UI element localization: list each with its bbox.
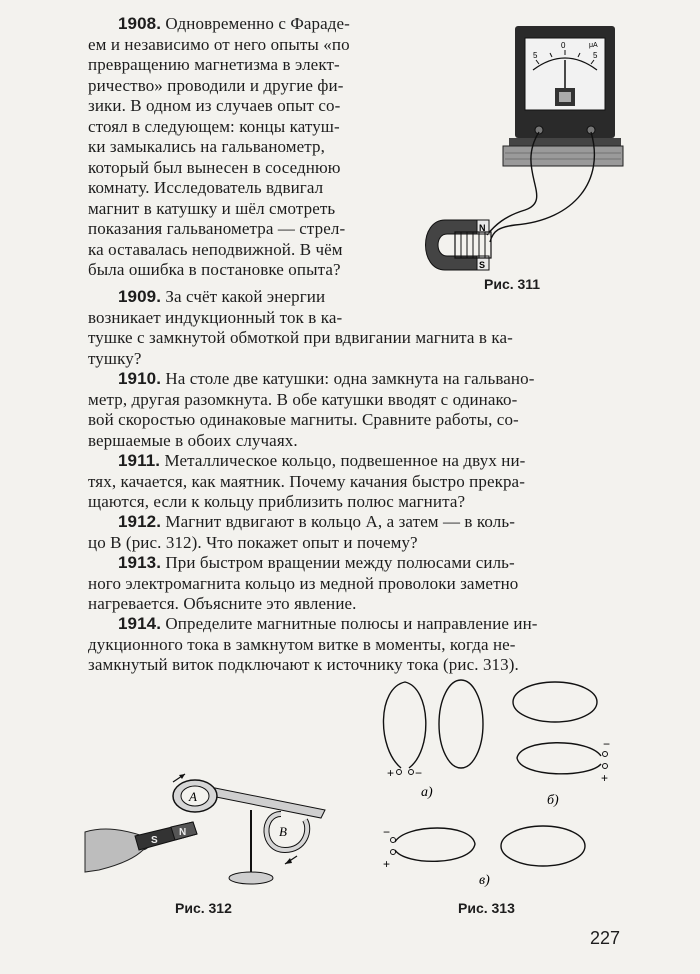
figure-313-caption: Рис. 313 — [458, 900, 515, 916]
problem-1909: 1909. За счёт какой энергии возникает индукционный ток в ка- тушке с замкнутой обмоткой при вдвигании магнита в ка- тушку? — [88, 287, 513, 368]
bar-magnet-pole-s: S — [151, 835, 158, 846]
coil-a-minus: − — [415, 766, 423, 780]
coil-c-minus: − — [383, 825, 391, 839]
arrow-b — [285, 858, 292, 864]
problem-1908-line-4: ричество» проводили и другие фи- — [88, 75, 344, 95]
problem-1910: 1910. На столе две катушки: одна замкнута на гальвано- метр, другая разомкнута. В обе катушки вводят с одинако- вой скоростью одинаковые магниты. Сравните работы, со- вершаемые в обоих случаях. — [88, 369, 535, 450]
problem-1908-line-8: который был вынесен в соседнюю — [88, 157, 341, 177]
ring-b-label: B — [279, 824, 287, 839]
coil-c-open — [395, 828, 475, 861]
problem-1914: 1914. Определите магнитные полюсы и направление ин- дукционного тока в замкнутом витке в моменты, когда не- замкнутый виток подключают к источнику тока (рис. 313). — [88, 614, 538, 674]
figure-312 — [85, 770, 345, 900]
scale-label-left: 5 — [533, 51, 538, 60]
problem-number: 1911. — [118, 451, 161, 470]
galvanometer-base — [509, 138, 621, 146]
problem-1908-line-1: 1908. Одновременно с Фараде- — [118, 14, 350, 33]
wooden-stand — [503, 146, 623, 166]
problem-1908-line-10: магнит в катушку и шёл смотреть — [88, 198, 336, 218]
problem-1908-line-7: ки замыкались на гальванометр, — [88, 137, 325, 156]
scale-label-zero: 0 — [561, 41, 566, 50]
problem-1908-line-6: стоял в следующем: концы катуш- — [88, 116, 340, 136]
problem-number: 1914. — [118, 614, 162, 633]
coil-b-plus: + — [601, 771, 609, 785]
problem-1908-line-13: была ошибка в постановке опыта? — [88, 260, 341, 279]
arrow-a — [179, 774, 185, 779]
figure-311 — [415, 20, 615, 290]
problem-1908-line-12: ка оставалась неподвижной. В чём — [88, 239, 343, 259]
problem-number: 1908. — [118, 14, 162, 33]
stand-base — [229, 872, 273, 884]
label-a: а) — [421, 785, 433, 800]
ring-a-label: A — [189, 789, 197, 804]
problem-1908-line-9: комнату. Исследователь вдвигал — [88, 178, 324, 197]
problem-number: 1912. — [118, 512, 162, 531]
label-c: в) — [479, 873, 490, 888]
magnet-pole-n: N — [479, 223, 486, 233]
problem-1912: 1912. Магнит вдвигают в кольцо A, а затем — в коль- цо B (рис. 312). Что покажет опыт и почему? — [88, 512, 515, 552]
problem-1911: 1911. Металлическое кольцо, подвешенное на двух ни- тях, качается, как маятник. Почему качания быстро прекра- щаются, если к кольцу приблизить полюс магнита? — [88, 451, 526, 511]
page-number: 227 — [590, 928, 621, 948]
problem-number: 1909. — [118, 287, 162, 306]
problem-1908-line-3: превращению магнетизма в элект- — [88, 55, 340, 74]
problem-1913: 1913. При быстром вращении между полюсами силь- ного электромагнита кольцо из медной проволоки заметно нагревается. Объясните это явление. — [88, 553, 519, 613]
coil-a-plus: + — [387, 766, 395, 780]
problem-number: 1913. — [118, 553, 162, 572]
problem-1908-line-5: зики. В одном из случаев опыт со- — [88, 96, 341, 115]
scale-label-right: 5 — [593, 51, 598, 60]
coil-c-plus: + — [383, 857, 391, 871]
figure-311-caption: Рис. 311 — [484, 276, 541, 292]
label-b: б) — [547, 793, 559, 808]
figure-313 — [375, 668, 615, 898]
problem-1908-line-11: показания гальванометра — стрел- — [88, 219, 346, 238]
problem-number: 1910. — [118, 369, 162, 388]
coil-b-open — [517, 743, 601, 774]
bar-magnet-pole-n: N — [179, 827, 187, 838]
problem-1908-line-2: ем и независимо от него опыты «по — [88, 34, 350, 54]
coil-c-closed — [501, 826, 585, 866]
coil-b-closed — [513, 682, 597, 722]
magnet-pole-s: S — [479, 260, 486, 270]
scale-unit-label: μA — [589, 42, 598, 49]
coil-a-open — [383, 682, 425, 768]
problem-1908 — [88, 14, 350, 281]
coil-a-closed — [439, 680, 483, 768]
figure-312-caption: Рис. 312 — [175, 900, 232, 916]
coil-b-minus: − — [603, 737, 611, 751]
